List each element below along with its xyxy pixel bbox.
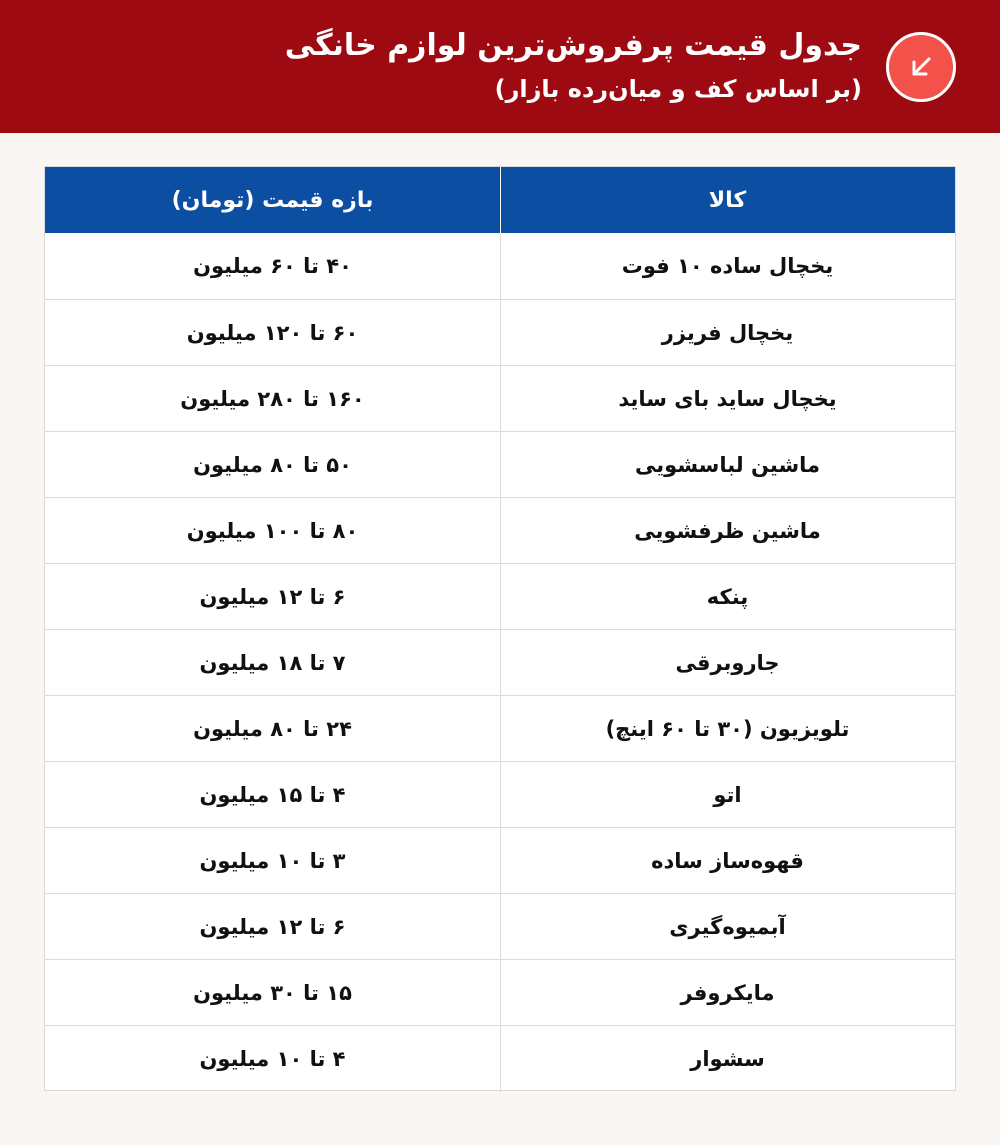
price-cell: ۴ تا ۱۵ میلیون <box>199 783 346 807</box>
row-divider <box>500 233 501 299</box>
item-cell: یخچال ساده ۱۰ فوت <box>621 254 834 278</box>
item-cell: آبمیوه‌گیری <box>669 915 786 939</box>
item-cell: ماشین ظرفشویی <box>634 519 821 543</box>
page-title: جدول قیمت پرفروش‌ترین لوازم خانگی <box>284 28 862 63</box>
arrow-down-left-icon <box>886 32 956 102</box>
price-cell: ۳ تا ۱۰ میلیون <box>199 849 346 873</box>
price-cell: ۶ تا ۱۲ میلیون <box>199 585 346 609</box>
item-cell: یخچال ساید بای ساید <box>618 387 837 411</box>
table-row <box>45 497 955 563</box>
row-divider <box>500 366 501 432</box>
price-table <box>44 166 956 1091</box>
row-divider <box>500 630 501 696</box>
item-cell: تلویزیون (۳۰ تا ۶۰ اینچ) <box>605 717 850 741</box>
table-row <box>45 695 955 761</box>
row-divider <box>500 300 501 366</box>
row-divider <box>500 828 501 894</box>
price-cell: ۲۴ تا ۸۰ میلیون <box>193 717 352 741</box>
price-cell: ۴۰ تا ۶۰ میلیون <box>193 254 352 278</box>
table-row <box>45 431 955 497</box>
column-header-item: کالا <box>708 187 747 213</box>
table-row <box>45 827 955 893</box>
row-divider <box>500 1026 501 1092</box>
table-row <box>45 233 955 299</box>
row-divider <box>500 696 501 762</box>
item-cell: جاروبرقی <box>675 651 780 675</box>
table-body <box>45 233 955 1091</box>
header-divider <box>500 167 501 233</box>
price-cell: ۶۰ تا ۱۲۰ میلیون <box>186 321 359 345</box>
table-row <box>45 365 955 431</box>
row-divider <box>500 432 501 498</box>
price-cell: ۶ تا ۱۲ میلیون <box>199 915 346 939</box>
item-cell: قهوه‌ساز ساده <box>651 849 804 873</box>
price-cell: ۴ تا ۱۰ میلیون <box>199 1047 346 1071</box>
price-cell: ۸۰ تا ۱۰۰ میلیون <box>186 519 359 543</box>
table-row <box>45 563 955 629</box>
table-row <box>45 761 955 827</box>
item-cell: مایکروفر <box>680 981 775 1005</box>
row-divider <box>500 894 501 960</box>
price-cell: ۷ تا ۱۸ میلیون <box>199 651 346 675</box>
table-row <box>45 299 955 365</box>
table-row <box>45 959 955 1025</box>
page-subtitle: (بر اساس کف و میان‌رده بازار) <box>494 75 862 103</box>
row-divider <box>500 960 501 1026</box>
item-cell: سشوار <box>690 1047 765 1071</box>
price-cell: ۱۶۰ تا ۲۸۰ میلیون <box>180 387 365 411</box>
column-header-price: بازه قیمت (تومان) <box>171 187 374 213</box>
table-row <box>45 893 955 959</box>
row-divider <box>500 564 501 630</box>
item-cell: ماشین لباسشویی <box>635 453 820 477</box>
item-cell: یخچال فریزر <box>661 321 794 345</box>
price-cell: ۵۰ تا ۸۰ میلیون <box>193 453 352 477</box>
price-cell: ۱۵ تا ۳۰ میلیون <box>193 981 352 1005</box>
item-cell: اتو <box>713 783 742 807</box>
header-banner <box>0 0 1000 133</box>
row-divider <box>500 498 501 564</box>
table-header <box>45 167 955 233</box>
item-cell: پنکه <box>706 585 749 609</box>
row-divider <box>500 762 501 828</box>
table-row <box>45 1025 955 1091</box>
table-row <box>45 629 955 695</box>
